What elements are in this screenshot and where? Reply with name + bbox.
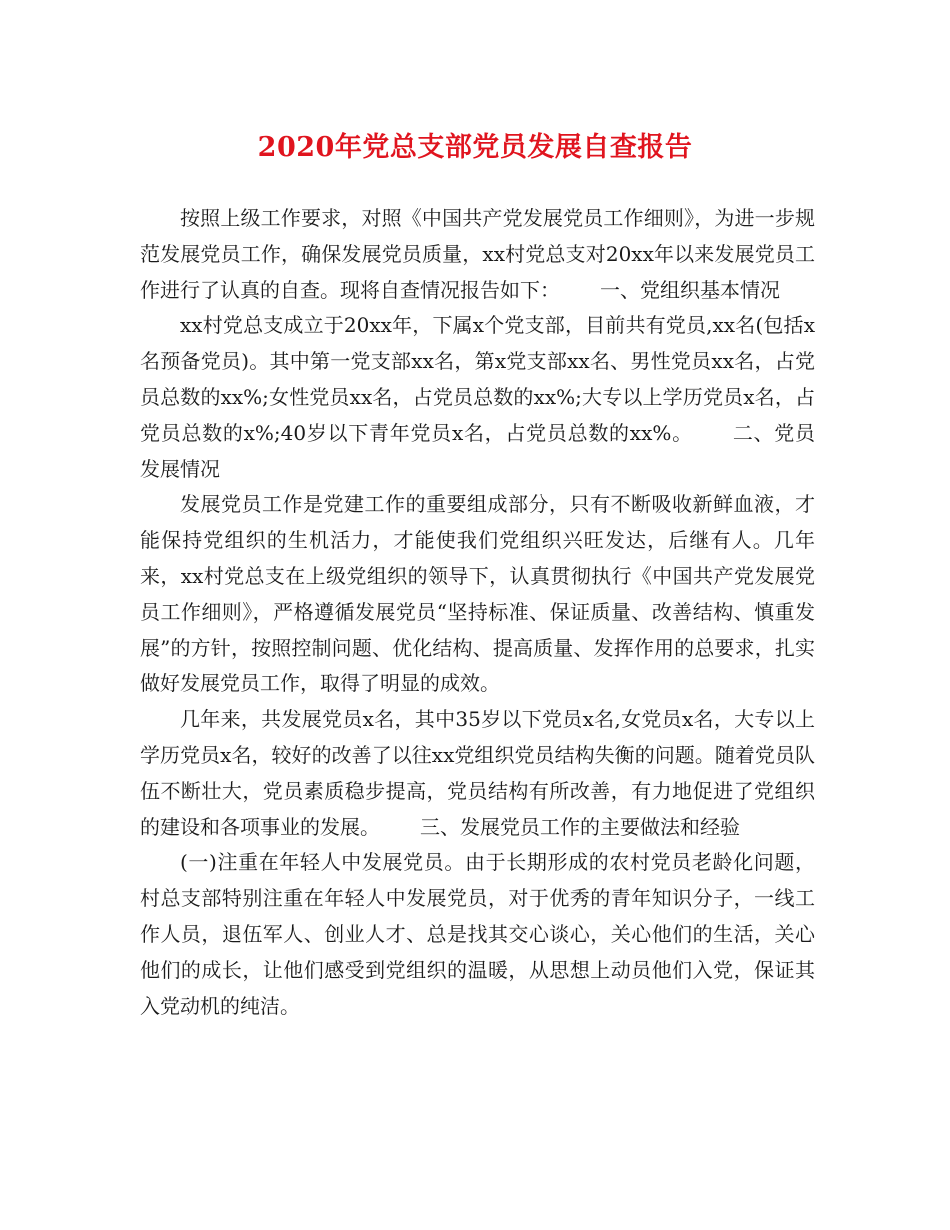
- section-heading-3: 三、发展党员工作的主要做法和经验: [420, 814, 740, 839]
- document-title: 2020年党总支部党员发展自查报告: [257, 132, 693, 163]
- paragraph-basic-info: [140, 308, 815, 487]
- paragraph-development-results: [140, 702, 815, 845]
- section-heading-1: 一、党组织基本情况: [600, 277, 780, 302]
- paragraph-text: xx村党总支成立于20xx年，下属x个党支部，目前共有党员,xx名(包括x名预备党员)。其中第一党支部xx名，第x党支部xx名、男性党员xx名，占党员总数的xx%;女性党员xx名，占党员总数的xx%;大专以上学历党员x名，占党员总数的x%;40岁以下青年党员x名，占党员总数的xx%。: [140, 313, 815, 445]
- document-body: [140, 201, 815, 1024]
- section-heading-2: 二、党员发展情况: [140, 420, 816, 481]
- paragraph-text: 按照上级工作要求，对照《中国共产党发展党员工作细则》，为进一步规范发展党员工作，确保发展党员质量，xx村党总支对20xx年以来发展党员工作进行了认真的自查。现将自查情况报告如下：: [140, 206, 815, 302]
- paragraph-intro: [140, 201, 815, 308]
- paragraph-text: (一)注重在年轻人中发展党员。由于长期形成的农村党员老龄化问题，村总支部特别注重在年轻人中发展党员，对于优秀的青年知识分子，一线工作人员，退伍军人、创业人才、总是找其交心谈心，关心他们的生活，关心他们的成长，让他们感受到党组织的温暖，从思想上动员他们入党，保证其入党动机的纯洁。: [140, 850, 815, 1018]
- paragraph-text: 几年来，共发展党员x名，其中35岁以下党员x名,女党员x名，大专以上学历党员x名，较好的改善了以往xx党组织党员结构失衡的问题。随着党员队伍不断壮大，党员素质稳步提高，党员结构有所改善，有力地促进了党组织的建设和各项事业的发展。: [140, 707, 815, 839]
- paragraph-text: 发展党员工作是党建工作的重要组成部分，只有不断吸收新鲜血液，才能保持党组织的生机活力，才能使我们党组织兴旺发达，后继有人。几年来，xx村党总支在上级党组织的领导下，认真贯彻执行《中国共产党发展党员工作细则》，严格遵循发展党员“坚持标准、保证质量、改善结构、慎重发展”的方针，按照控制问题、优化结构、提高质量、发挥作用的总要求，扎实做好发展党员工作，取得了明显的成效。: [140, 492, 815, 696]
- paragraph-youth-focus: [140, 845, 815, 1024]
- paragraph-development-overview: [140, 487, 815, 702]
